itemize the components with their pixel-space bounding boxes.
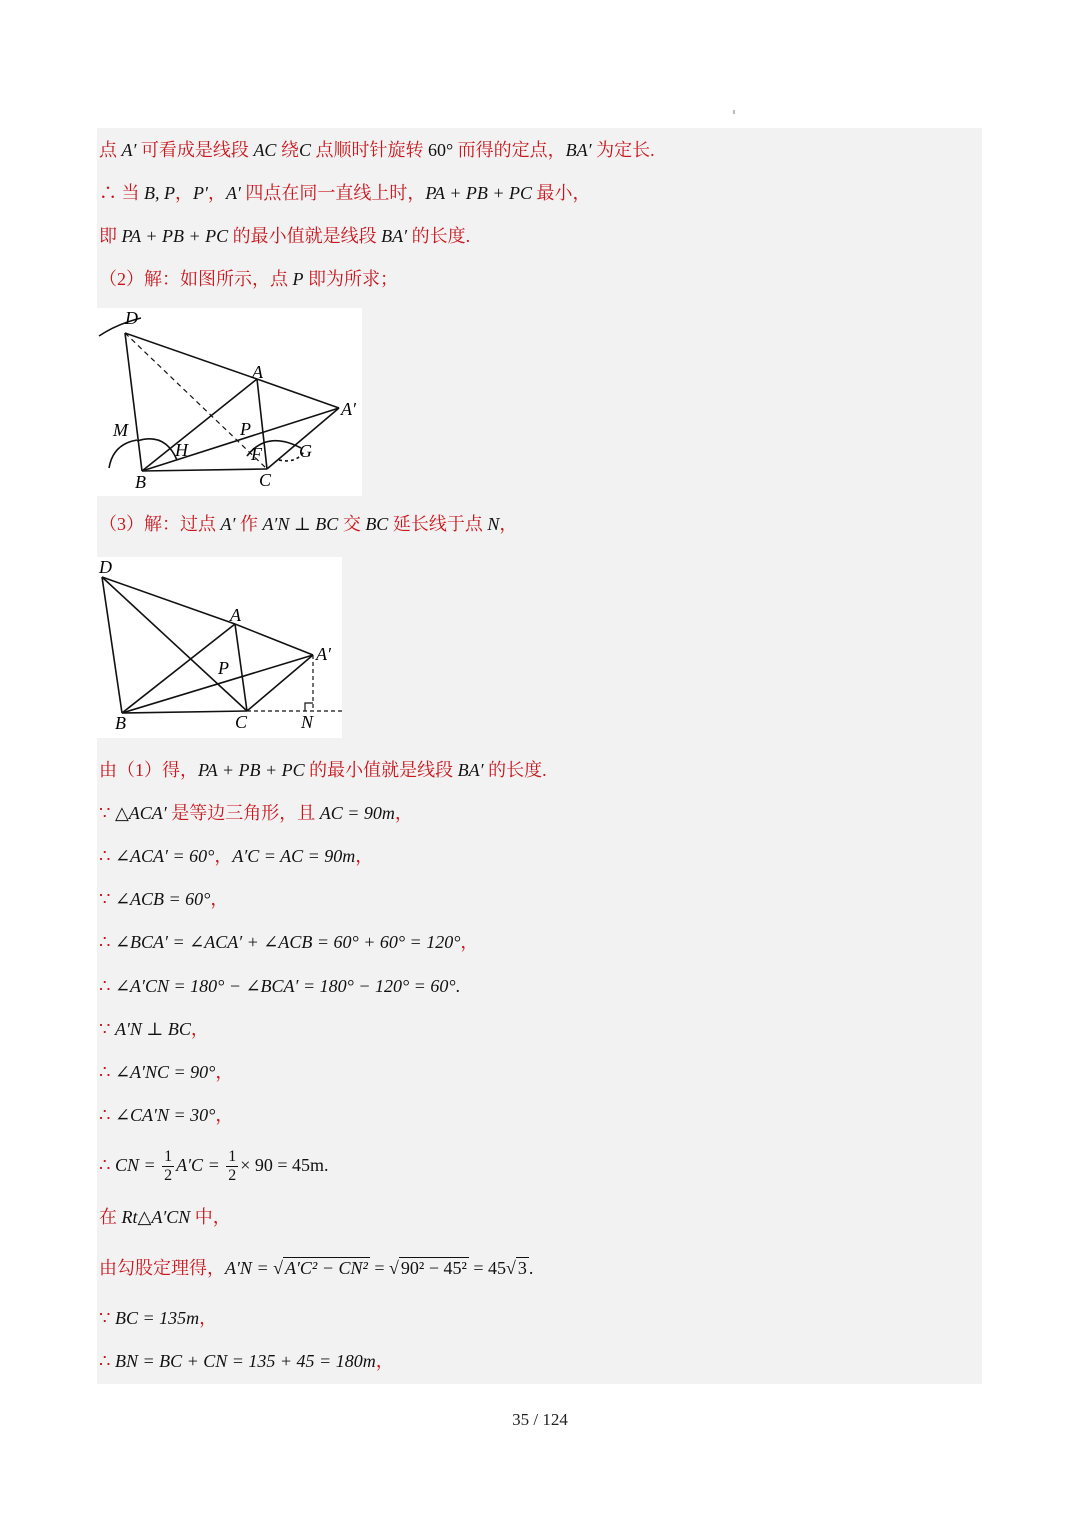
line-3	[99, 223, 470, 249]
math: BC	[365, 514, 389, 534]
math: AC = 90m	[319, 803, 395, 823]
page-dot	[733, 110, 735, 114]
text: ，	[214, 846, 233, 866]
label-h: H	[175, 440, 188, 460]
text: 点	[99, 140, 122, 160]
text: ，	[207, 183, 226, 203]
seg-bc	[142, 469, 267, 471]
text: 的长度.	[407, 226, 471, 246]
label-d: D	[99, 557, 112, 577]
page-number: 35 / 124	[512, 1410, 568, 1429]
text: ，	[355, 846, 374, 866]
line-11	[99, 973, 460, 999]
text: ∵	[99, 1308, 115, 1328]
math: PA + PB + PC	[121, 226, 229, 246]
line-12	[99, 1016, 209, 1042]
math: A′C =	[176, 1155, 220, 1175]
figure-solution	[97, 557, 342, 738]
math: A′N =	[225, 1258, 269, 1278]
text: .	[528, 1258, 534, 1278]
text: 作	[235, 514, 263, 534]
math: ∠ACA′ = 60°	[114, 846, 215, 866]
sqrt-expression: √ 3	[506, 1258, 527, 1278]
label-p: P	[218, 658, 229, 678]
label-b: B	[115, 713, 126, 733]
text: ，	[215, 1062, 234, 1082]
line-18	[99, 1305, 217, 1331]
math: ∠CA′N = 30°	[114, 1105, 216, 1125]
seg-da	[125, 333, 257, 379]
math: ∠ACB = 60°	[114, 889, 211, 909]
line-4	[99, 266, 398, 292]
text: ，	[394, 803, 413, 823]
text: 为定长.	[591, 140, 655, 160]
text: ∴	[99, 976, 115, 996]
seg-db	[125, 333, 142, 471]
seg-aa1	[235, 624, 313, 655]
label-a-prime: A′	[341, 399, 356, 419]
label-a: A	[252, 362, 263, 382]
text: ，	[215, 1105, 234, 1125]
text: .	[324, 1155, 329, 1175]
math: ∠A′NC = 90°	[114, 1062, 216, 1082]
text: 点顺时针旋转	[310, 140, 428, 160]
math: CN =	[114, 1155, 156, 1175]
label-c: C	[235, 712, 248, 732]
text: 可看成是线段	[136, 140, 254, 160]
line-10	[99, 929, 478, 955]
text: ∵	[99, 803, 115, 823]
seg-ac	[235, 624, 247, 711]
text: 由（1）得，	[99, 760, 198, 780]
text: 延长线于点	[388, 514, 488, 534]
math: PA + PB + PC	[425, 183, 533, 203]
line-8	[99, 843, 373, 869]
label-p: P	[240, 419, 251, 439]
math: BC = 135m	[114, 1308, 200, 1328]
math: ∠BCA′ = ∠ACA′ + ∠ACB = 60° + 60° = 120°	[114, 932, 461, 952]
seg-dc-dashed	[125, 333, 267, 469]
text: （2）解：如图所示，点	[99, 269, 293, 289]
math: A′	[225, 183, 241, 203]
text: ∴	[99, 846, 115, 866]
fraction-half: $\frac{1}{2}$	[164, 1148, 173, 1185]
label-a-prime: A′	[316, 644, 331, 664]
math: ∠A′CN = 180° − ∠BCA′ = 180° − 120° = 60°	[114, 976, 456, 996]
text: ，	[499, 514, 518, 534]
text: 即	[99, 226, 122, 246]
label-g: G	[299, 441, 312, 461]
right-angle-mark	[305, 703, 313, 711]
figure-construction	[97, 308, 362, 496]
line-16	[99, 1204, 231, 1230]
text: ，	[375, 1351, 394, 1371]
text: （3）解：过点	[99, 514, 221, 534]
text: 是等边三角形，且	[166, 803, 320, 823]
line-7	[99, 800, 413, 826]
math: B, P	[144, 183, 175, 203]
text: 交	[338, 514, 366, 534]
text: 绕	[276, 140, 299, 160]
solution-content	[97, 128, 982, 1384]
text: 中，	[190, 1207, 231, 1227]
line-17	[99, 1255, 533, 1281]
text: 四点在同一直线上时，	[240, 183, 426, 203]
label-c: C	[259, 470, 272, 490]
arc-h	[137, 439, 177, 460]
math: P	[292, 269, 304, 289]
line-9	[99, 886, 228, 912]
math: P′	[193, 183, 208, 203]
text: ∴	[99, 1105, 115, 1125]
line-5	[99, 511, 517, 537]
text: ，	[190, 1019, 209, 1039]
text: 最小，	[532, 183, 591, 203]
sqrt-expression: √ A′C² − CN²	[273, 1258, 368, 1278]
arc-m	[109, 440, 137, 468]
text: ∵	[99, 889, 115, 909]
seg-ca1	[247, 655, 313, 711]
seg-aa1	[257, 379, 339, 408]
math: C	[298, 140, 311, 160]
math: = 45	[473, 1258, 507, 1278]
label-d: D	[125, 308, 138, 328]
seg-db	[102, 577, 122, 713]
math: BA′	[565, 140, 592, 160]
text: .	[455, 976, 461, 996]
math: A′	[220, 514, 236, 534]
math: PA + PB + PC	[198, 760, 305, 780]
math: AC	[253, 140, 277, 160]
text: 即为所求；	[303, 269, 398, 289]
math: N	[487, 514, 500, 534]
text: ，	[210, 889, 229, 909]
line-19	[99, 1348, 394, 1374]
line-1	[99, 137, 655, 163]
math: Rt△A′CN	[121, 1207, 191, 1227]
text: ∴ 当	[99, 183, 144, 203]
text: 的最小值就是线段	[228, 226, 382, 246]
figure-construction-svg	[97, 308, 362, 496]
line-15	[99, 1143, 329, 1187]
math: =	[374, 1258, 385, 1278]
label-b: B	[135, 472, 146, 492]
seg-da	[102, 577, 235, 624]
text: 的长度.	[483, 760, 547, 780]
label-n: N	[301, 712, 314, 732]
text: 的最小值就是线段	[304, 760, 458, 780]
line-14	[99, 1102, 233, 1128]
seg-dc	[102, 577, 247, 711]
label-m: M	[113, 420, 128, 440]
text: ∴	[99, 1062, 115, 1082]
figure-solution-svg	[97, 557, 342, 738]
math: BN = BC + CN = 135 + 45 = 180m	[114, 1351, 376, 1371]
math: 60°	[427, 140, 454, 160]
line-13	[99, 1059, 233, 1085]
text: 而得的定点，	[453, 140, 566, 160]
math: △ACA′	[114, 803, 167, 823]
text: ，	[175, 183, 193, 203]
math: A′N ⊥ BC	[114, 1019, 191, 1039]
math: BA′	[381, 226, 408, 246]
text: ，	[460, 932, 479, 952]
sqrt-expression: √ 90² − 45²	[389, 1258, 467, 1278]
text: 在	[99, 1207, 122, 1227]
line-2	[99, 180, 591, 206]
seg-bc	[122, 711, 247, 713]
line-6	[99, 757, 547, 783]
label-f: F	[251, 444, 262, 464]
text: ，	[199, 1308, 218, 1328]
text: 由勾股定理得，	[99, 1258, 225, 1278]
text: ∴	[99, 1351, 115, 1371]
text: ∵	[99, 1019, 115, 1039]
math: × 90 = 45m	[240, 1155, 325, 1175]
text: ∴	[99, 1155, 115, 1175]
text: ∴	[99, 932, 115, 952]
math: BA′	[457, 760, 484, 780]
math: A′N ⊥ BC	[262, 514, 339, 534]
math: A′	[121, 140, 137, 160]
label-a: A	[230, 605, 241, 625]
fraction-half: $\frac{1}{2}$	[228, 1148, 237, 1185]
math: A′C = AC = 90m	[232, 846, 356, 866]
